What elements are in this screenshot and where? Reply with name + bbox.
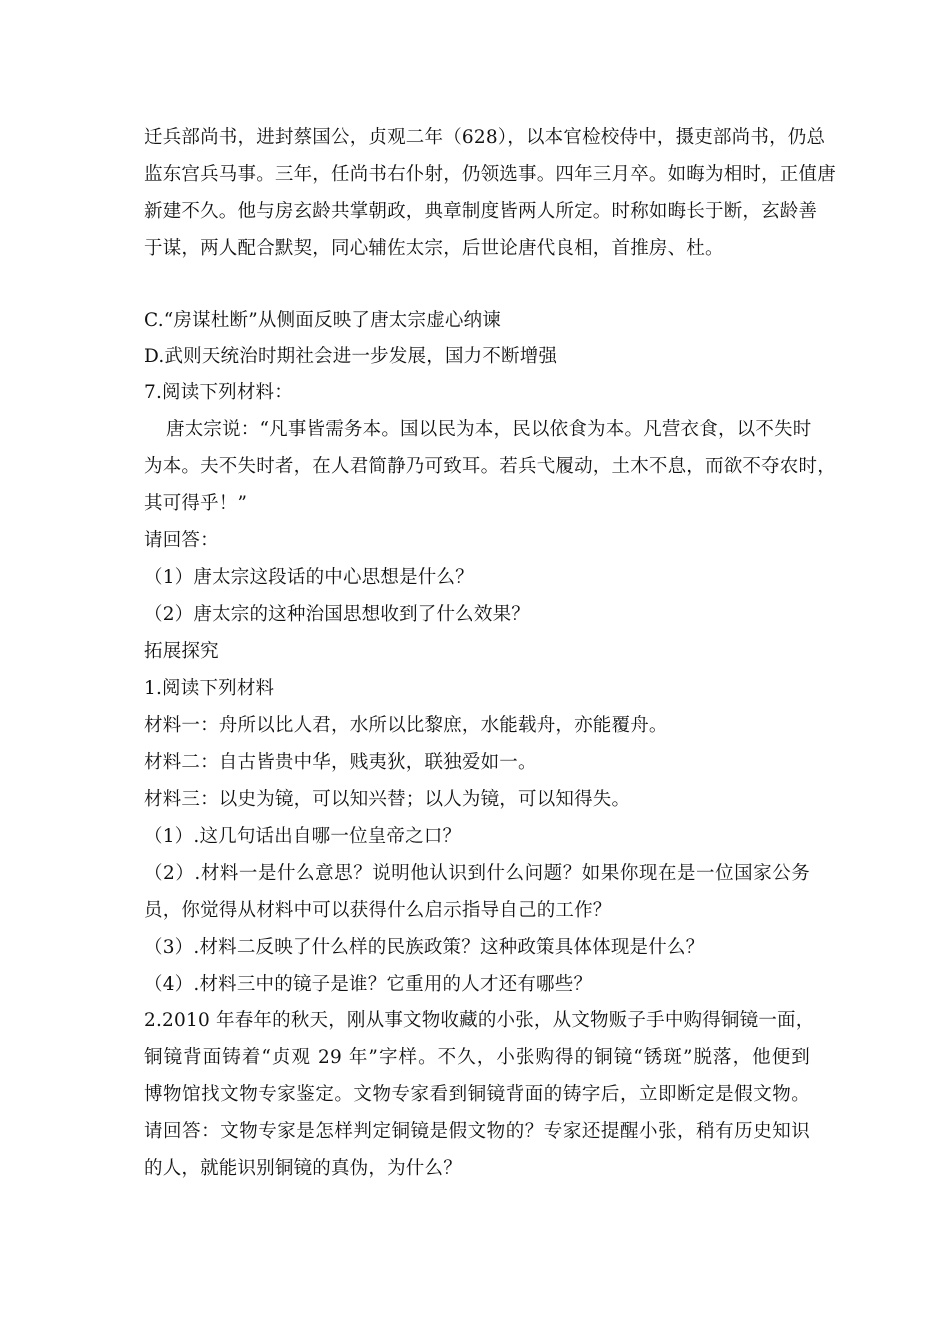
question-7-quote-line-3: 其可得乎！” (144, 493, 248, 514)
material-1: 材料一：舟所以比人君，水所以比黎庶，水能载舟，亦能覆舟。 (144, 715, 668, 736)
question-7-prompt: 请回答： (144, 530, 219, 551)
extension-q2-line-1: 2.2010 年春年的秋天，刚从事文物收藏的小张，从文物贩子手中购得铜镜一面， (144, 1010, 815, 1031)
extension-title: 拓展探究 (144, 641, 219, 662)
material-2: 材料二：自古皆贵中华，贱夷狄，联独爱如一。 (144, 752, 537, 773)
extension-q2-line-4: 请回答：文物专家是怎样判定铜镜是假文物的？专家还提醒小张，稍有历史知识 (144, 1121, 810, 1142)
extension-q2-line-2: 铜镜背面铸着“贞观 29 年”字样。不久，小张购得的铜镜“锈斑”脱落，他便到 (144, 1047, 810, 1068)
option-c: C.“房谋杜断”从侧面反映了唐太宗虚心纳谏 (144, 310, 501, 331)
extension-q1-sub-1: （1）.这几句话出自哪一位皇帝之口？ (144, 826, 462, 847)
question-7-heading: 7.阅读下列材料： (144, 382, 293, 403)
biography-line-4: 于谋，两人配合默契，同心辅佐太宗，后世论唐代良相，首推房、杜。 (144, 238, 724, 259)
extension-q1-sub-2-line-1: （2）.材料一是什么意思？说明他认识到什么问题？如果你现在是一位国家公务 (144, 863, 810, 884)
biography-line-1: 迁兵部尚书，进封蔡国公，贞观二年（628），以本官检校侍中，摄吏部尚书，仍总 (144, 127, 826, 148)
biography-line-2: 监东宫兵马事。三年，任尚书右仆射，仍领选事。四年三月卒。如晦为相时，正值唐 (144, 164, 836, 185)
biography-line-3: 新建不久。他与房玄龄共掌朝政，典章制度皆两人所定。时称如晦长于断，玄龄善 (144, 201, 818, 222)
extension-q2-line-5: 的人，就能识别铜镜的真伪，为什么？ (144, 1158, 462, 1179)
question-7-sub-2: （2）唐太宗的这种治国思想收到了什么效果？ (144, 604, 530, 625)
extension-q1-sub-4: （4）.材料三中的镜子是谁？它重用的人才还有哪些？ (144, 974, 593, 995)
extension-q1-sub-2-line-2: 员，你觉得从材料中可以获得什么启示指导自己的工作？ (144, 900, 612, 921)
material-3: 材料三：以史为镜，可以知兴替；以人为镜，可以知得失。 (144, 789, 631, 810)
question-7-sub-1: （1）唐太宗这段话的中心思想是什么？ (144, 567, 474, 588)
extension-q1-sub-3: （3）.材料二反映了什么样的民族政策？这种政策具体体现是什么？ (144, 937, 705, 958)
question-7-quote-line-1: 唐太宗说：“凡事皆需务本。国以民为本，民以依食为本。凡营衣食，以不失时 (166, 419, 812, 440)
question-7-quote-line-2: 为本。夫不失时者，在人君简静乃可致耳。若兵弋履动，土木不息，而欲不夺农时， (144, 456, 836, 477)
extension-q1-heading: 1.阅读下列材料 (144, 678, 275, 699)
option-d: D.武则天统治时期社会进一步发展，国力不断增强 (144, 346, 558, 367)
extension-q2-line-3: 博物馆找文物专家鉴定。文物专家看到铜镜背面的铸字后，立即断定是假文物。 (144, 1084, 810, 1105)
